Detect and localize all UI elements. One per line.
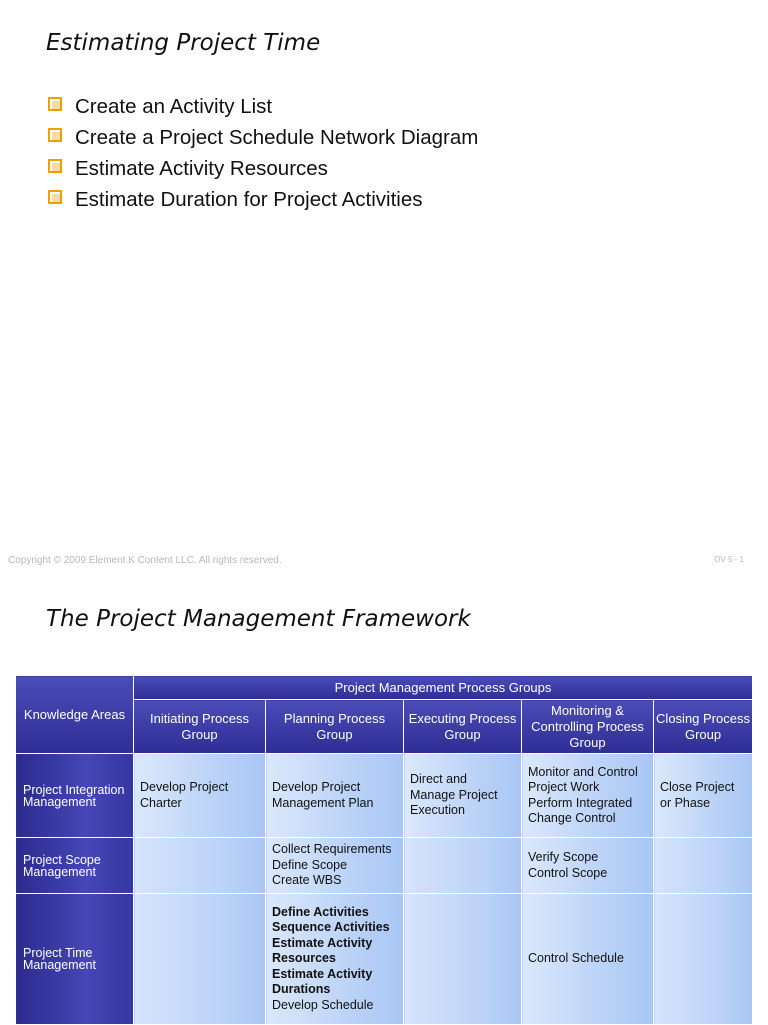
bullet-item [46, 125, 478, 156]
slide-title: Estimating Project Time [46, 30, 321, 56]
column-header: Closing Process Group [654, 700, 753, 754]
process-item: Define Scope [272, 857, 348, 872]
table-cell [654, 754, 753, 838]
slide-title: The Project Management Framework [46, 606, 471, 632]
process-item-highlighted: Sequence Activities [272, 920, 390, 935]
table-cell [266, 894, 404, 1025]
checkbox-bullet-icon [48, 159, 62, 173]
knowledge-areas-header: Knowledge Areas [16, 676, 134, 754]
process-item: Close Project or Phase [660, 780, 735, 810]
table-cell [522, 838, 654, 894]
process-groups-header: Project Management Process Groups [134, 676, 753, 700]
table-cell [134, 894, 266, 1025]
table-cell [134, 838, 266, 894]
knowledge-area-label: Project Integration Management [16, 754, 134, 838]
table-row [16, 754, 753, 838]
process-item-highlighted: Define Activities [272, 904, 369, 919]
process-item: Verify Scope [528, 850, 599, 864]
column-header: Initiating Process Group [134, 700, 266, 754]
slide-pm-framework [0, 576, 768, 1024]
knowledge-area-label: Project Time Management [16, 894, 134, 1025]
table-cell [404, 838, 522, 894]
framework-table [15, 675, 753, 1025]
process-item: Monitor and Control Project Work [528, 764, 638, 794]
slide-number: OV 5 - 1 [714, 555, 744, 564]
process-item: Develop Project Management Plan [272, 780, 374, 810]
table-cell [266, 838, 404, 894]
process-item: Control Schedule [528, 951, 624, 966]
process-item-highlighted: Estimate Activity Resources [272, 935, 373, 966]
checkbox-bullet-icon [48, 128, 62, 142]
bullet-item [46, 156, 478, 187]
process-item: Collect Requirements [272, 842, 392, 857]
table-cell [266, 754, 404, 838]
knowledge-area-label: Project Scope Management [16, 838, 134, 894]
table-cell [134, 754, 266, 838]
column-header: Planning Process Group [266, 700, 404, 754]
bullet-list [46, 94, 478, 218]
bullet-item [46, 94, 478, 125]
process-item: Control Scope [528, 865, 608, 880]
table-cell [654, 838, 753, 894]
table-cell [654, 894, 753, 1025]
process-item: Develop Schedule [272, 997, 374, 1012]
table-row [16, 894, 753, 1025]
table-cell [404, 754, 522, 838]
process-item: Develop Project Charter [140, 780, 229, 810]
bullet-text: Estimate Duration for Project Activities [75, 188, 423, 211]
process-item: Create WBS [272, 873, 342, 888]
bullet-text: Create an Activity List [75, 95, 273, 118]
bullet-text: Create a Project Schedule Network Diagram [75, 126, 479, 149]
copyright-footer: Copyright © 2009 Element K Content LLC. All rights reserved. [8, 555, 282, 566]
column-header: Monitoring & Controlling Process Group [522, 700, 654, 754]
checkbox-bullet-icon [48, 97, 62, 111]
process-item: Direct and Manage Project Execution [410, 772, 498, 818]
bullet-item [46, 187, 478, 218]
checkbox-bullet-icon [48, 190, 62, 204]
bullet-text: Estimate Activity Resources [75, 157, 328, 180]
table-row [16, 838, 753, 894]
table-cell [404, 894, 522, 1025]
table-cell [522, 754, 654, 838]
column-header: Executing Process Group [404, 700, 522, 754]
process-item-highlighted: Estimate Activity Durations [272, 966, 373, 997]
table-cell [522, 894, 654, 1025]
process-item: Perform Integrated Change Control [528, 795, 633, 825]
